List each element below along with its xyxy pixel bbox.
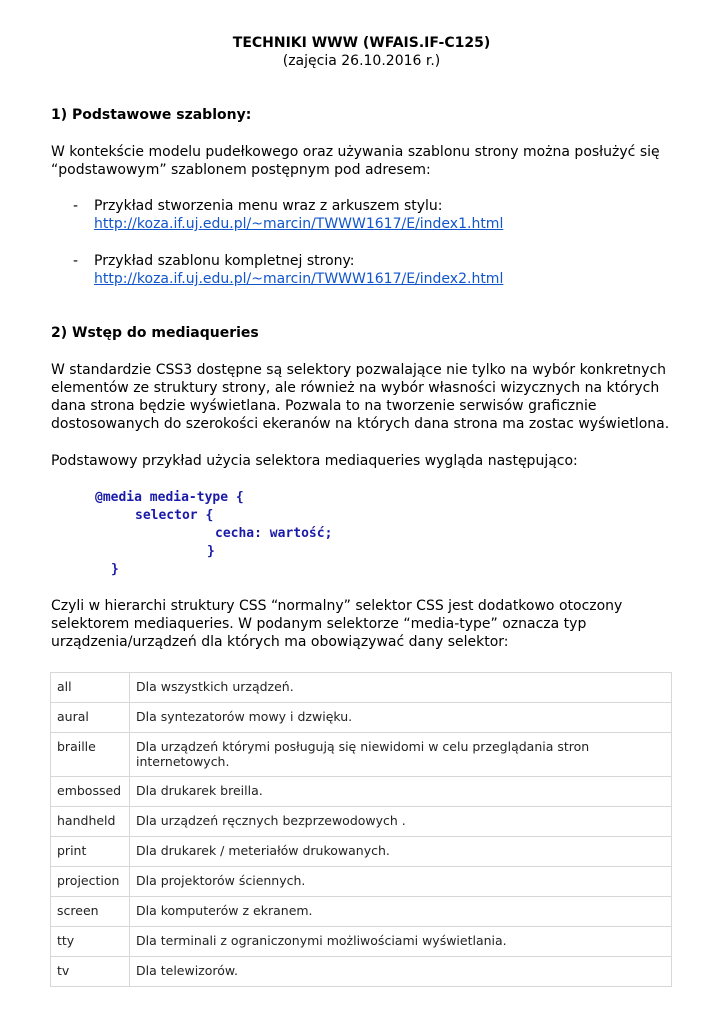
table-row xyxy=(51,837,672,867)
template-example-link[interactable]: http://koza.if.uj.edu.pl/~marcin/TWWW1617/E/index2.html xyxy=(94,271,504,287)
table-row xyxy=(51,927,672,957)
paragraph-line: Czyli w hierarchi struktury CSS “normalny” selektor CSS jest dodatkowo otoczony xyxy=(51,598,623,614)
table-row xyxy=(51,807,672,837)
media-desc-cell: Dla drukarek breilla. xyxy=(130,777,672,807)
paragraph-line: selektorem mediaqueries. W podanym selektorze “media-type” oznacza typ xyxy=(51,616,587,632)
media-desc-cell: Dla drukarek / meteriałów drukowanych. xyxy=(130,837,672,867)
media-type-cell: tty xyxy=(51,927,130,957)
media-desc-cell: Dla telewizorów. xyxy=(130,957,672,987)
section-2-heading: 2) Wstęp do mediaqueries xyxy=(51,325,259,341)
paragraph-line: elementów ze struktury strony, ale również na wybór własności wizycznych na których xyxy=(51,380,660,396)
table-row xyxy=(51,703,672,733)
code-line-media: @media media-type { xyxy=(95,490,244,505)
list-dash: - xyxy=(73,253,79,269)
section-1-intro xyxy=(51,143,681,179)
media-desc-cell: Dla urządzeń którymi posługują się niewidomi w celu przeglądania stron internetowych. xyxy=(130,733,672,777)
section-2-paragraph-1 xyxy=(51,361,681,433)
menu-example-link[interactable]: http://koza.if.uj.edu.pl/~marcin/TWWW1617/E/index1.html xyxy=(94,216,504,232)
media-type-cell: projection xyxy=(51,867,130,897)
table-row xyxy=(51,673,672,703)
section-2-paragraph-2: Podstawowy przykład użycia selektora mediaqueries wygląda następująco: xyxy=(51,453,578,469)
code-line-close-selector: } xyxy=(207,544,215,559)
paragraph-line: dana strona będzie wyświetlana. Pozwala to na tworzenie serwisów graficznie xyxy=(51,398,597,414)
list-dash: - xyxy=(73,198,79,214)
media-desc-cell: Dla komputerów z ekranem. xyxy=(130,897,672,927)
media-type-cell: print xyxy=(51,837,130,867)
media-desc-cell: Dla terminali z ograniczonymi możliwościami wyświetlania. xyxy=(130,927,672,957)
media-type-cell: aural xyxy=(51,703,130,733)
table-row xyxy=(51,957,672,987)
media-type-cell: handheld xyxy=(51,807,130,837)
section-2-paragraph-3 xyxy=(51,597,681,651)
code-line-property: cecha: wartość; xyxy=(215,526,333,541)
code-line-selector: selector { xyxy=(135,508,214,523)
paragraph-line: urządzenia/urządzeń dla których ma obowiązywać dany selektor: xyxy=(51,634,509,650)
table-row xyxy=(51,777,672,807)
media-desc-cell: Dla syntezatorów mowy i dzwięku. xyxy=(130,703,672,733)
media-types-table xyxy=(50,672,672,987)
paragraph-line: dostosowanych do szerokości ekeranów na których dana strona ma zostac wyświetlona. xyxy=(51,416,670,432)
list-item-text: Przykład stworzenia menu wraz z arkuszem stylu: xyxy=(94,198,443,214)
document-title: TECHNIKI WWW (WFAIS.IF-C125) xyxy=(232,35,491,51)
paragraph-line: “podstawowym” szablonem postępnym pod adresem: xyxy=(51,162,431,178)
paragraph-line: W standardzie CSS3 dostępne są selektory pozwalające nie tylko na wybór konkretnych xyxy=(51,362,667,378)
media-desc-cell: Dla wszystkich urządzeń. xyxy=(130,673,672,703)
document-date: (zajęcia 26.10.2016 r.) xyxy=(282,53,441,69)
media-type-cell: embossed xyxy=(51,777,130,807)
media-type-cell: tv xyxy=(51,957,130,987)
media-type-cell: screen xyxy=(51,897,130,927)
paragraph-line: W kontekście modelu pudełkowego oraz używania szablonu strony można posłużyć się xyxy=(51,144,660,160)
media-desc-cell: Dla projektorów ściennych. xyxy=(130,867,672,897)
list-item-text: Przykład szablonu kompletnej strony: xyxy=(94,253,355,269)
code-line-close-media: } xyxy=(111,562,119,577)
media-desc-cell: Dla urządzeń ręcznych bezprzewodowych . xyxy=(130,807,672,837)
table-row xyxy=(51,733,672,777)
media-type-cell: all xyxy=(51,673,130,703)
media-type-cell: braille xyxy=(51,733,130,777)
section-1-heading: 1) Podstawowe szablony: xyxy=(51,107,252,123)
table-row xyxy=(51,867,672,897)
table-row xyxy=(51,897,672,927)
